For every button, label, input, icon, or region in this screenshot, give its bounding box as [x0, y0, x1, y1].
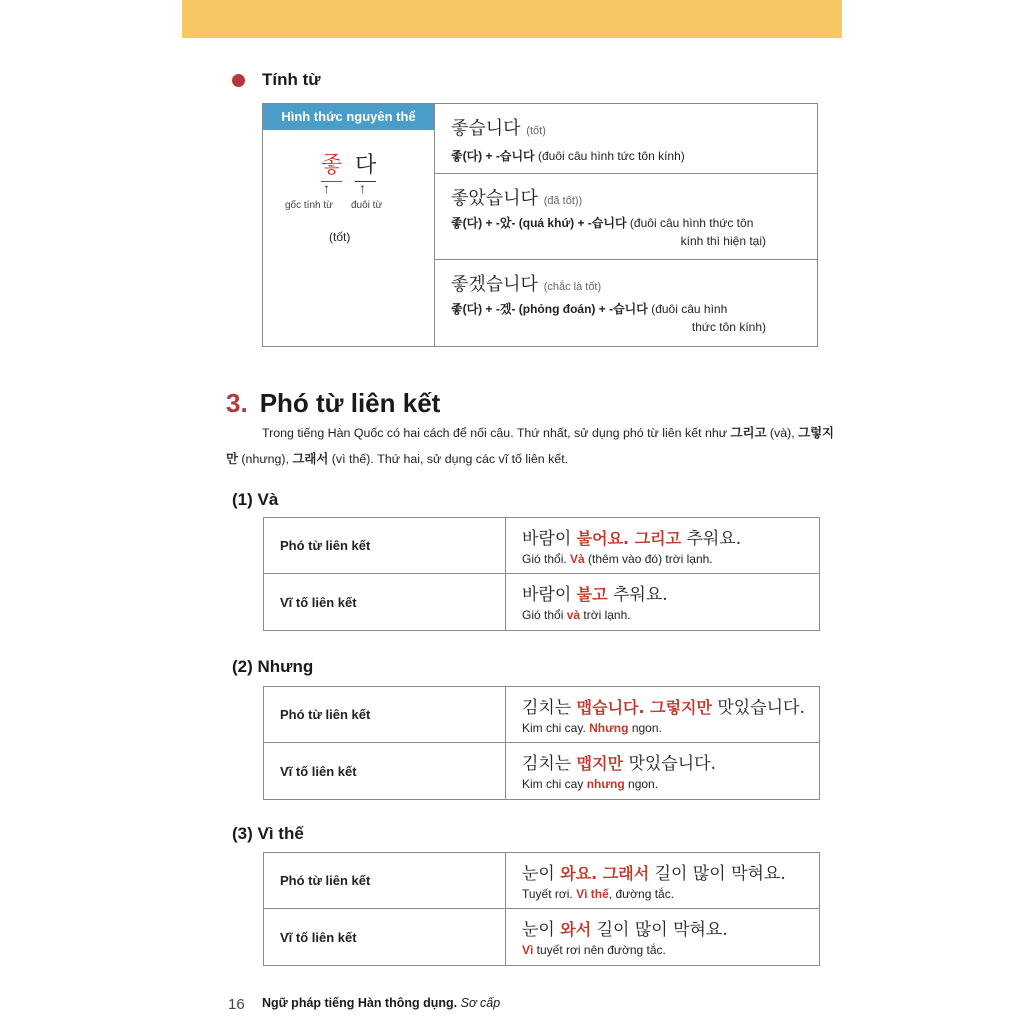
base-form-header: Hình thức nguyên thể: [263, 104, 434, 130]
subsection-heading: (1) Và: [232, 490, 279, 509]
row-label: Vĩ tố liên kết: [264, 574, 506, 630]
table-row: [264, 687, 819, 743]
vietnamese-translation: Tuyết rơi. Vì thế, đường tắc.: [522, 887, 675, 901]
conjugation-note-cont: thức tôn kính): [691, 320, 766, 334]
vietnamese-translation: Kim chi cay. Nhưng ngon.: [522, 721, 662, 735]
korean-example: 눈이 와서 길이 많이 막혀요.: [522, 920, 728, 940]
example-table: [263, 686, 820, 800]
subsection-heading: (2) Nhưng: [232, 657, 314, 676]
conjugation-note: (đuôi câu hình tức tôn kính): [537, 149, 685, 163]
korean-example: 눈이 와요. 그래서 길이 많이 막혀요.: [522, 864, 786, 884]
section-number: 3.: [226, 388, 248, 418]
table-row: [264, 853, 819, 909]
up-arrow-icon: ↑: [323, 180, 330, 196]
table-row: [264, 574, 819, 630]
conjugation-note: (đuôi câu hình thức tôn: [629, 216, 754, 230]
table-row: [264, 518, 819, 574]
vietnamese-translation: Kim chi cay nhưng ngon.: [522, 777, 659, 791]
conjugation-formula: 좋(다) + -았- (quá khứ) + -습니다: [451, 216, 627, 230]
korean-example: 바람이 불어요. 그리고 추워요.: [522, 529, 742, 549]
conjugation-note-cont: kính thì hiện tại): [680, 234, 766, 248]
row-label: Vĩ tố liên kết: [264, 909, 506, 965]
example-table: [263, 852, 820, 966]
book-title: Ngữ pháp tiếng Hàn thông dụng. Sơ cấp: [262, 996, 501, 1010]
conjugation-formula: 좋(다) + -겠- (phỏng đoán) + -습니다: [451, 302, 648, 316]
conjugation-cell: [435, 104, 818, 174]
adjective-table: [262, 103, 818, 347]
conjugated-gloss: (tốt): [526, 125, 546, 137]
table-row: [264, 909, 819, 965]
page-header-band: [182, 0, 842, 38]
row-label: Phó từ liên kết: [264, 687, 506, 742]
conjugation-formula: 좋(다) + -습니다: [451, 149, 535, 163]
stem-label: gốc tính từ: [285, 200, 333, 211]
adjective-title: Tính từ: [262, 70, 321, 89]
adjective-heading: [232, 70, 321, 90]
up-arrow-icon: ↑: [359, 180, 366, 196]
row-label: Phó từ liên kết: [264, 853, 506, 908]
base-form-column: [263, 104, 435, 346]
korean-example: 김치는 맵습니다. 그렇지만 맛있습니다.: [522, 698, 805, 718]
ending-label: đuôi từ: [351, 200, 383, 211]
section-title-text: Phó từ liên kết: [259, 388, 441, 418]
bullet-dot-icon: [232, 74, 245, 87]
subsection-heading: (3) Vì thế: [232, 824, 304, 843]
adjective-stem: 좋: [321, 148, 342, 182]
korean-example: 바람이 불고 추워요.: [522, 585, 668, 605]
conjugation-cell: [435, 260, 818, 346]
conjugated-form: 좋습니다: [451, 118, 521, 139]
section-title: [226, 388, 440, 419]
adjective-meaning: (tốt): [329, 230, 351, 244]
vietnamese-translation: Gió thổi. Và (thêm vào đó) trời lạnh.: [522, 552, 713, 566]
conjugation-cell: [435, 174, 818, 260]
adjective-ending: 다: [355, 148, 376, 182]
example-table: [263, 517, 820, 631]
vietnamese-translation: Vì tuyết rơi nên đường tắc.: [522, 943, 666, 957]
page-number: 16: [228, 996, 245, 1013]
conjugated-form: 좋겠습니다: [451, 274, 538, 295]
conjugation-note: (đuôi câu hình: [651, 302, 728, 316]
conjugated-gloss: (đã tốt)): [543, 195, 583, 207]
korean-example: 김치는 맵지만 맛있습니다.: [522, 754, 716, 774]
conjugated-form: 좋았습니다: [451, 188, 538, 209]
vietnamese-translation: Gió thổi và trời lạnh.: [522, 608, 631, 622]
row-label: Vĩ tố liên kết: [264, 743, 506, 799]
section-intro: Trong tiếng Hàn Quốc có hai cách để nối câu. Thứ nhất, sử dụng phó từ liên kết như 그리고 (và), 그렇지만 (nhưng), 그래서 (vì thế). Thứ hai, sử dụng các vĩ tố liên kết.: [226, 426, 835, 466]
table-row: [264, 743, 819, 799]
conjugated-gloss: (chắc là tốt): [543, 281, 602, 293]
row-label: Phó từ liên kết: [264, 518, 506, 573]
